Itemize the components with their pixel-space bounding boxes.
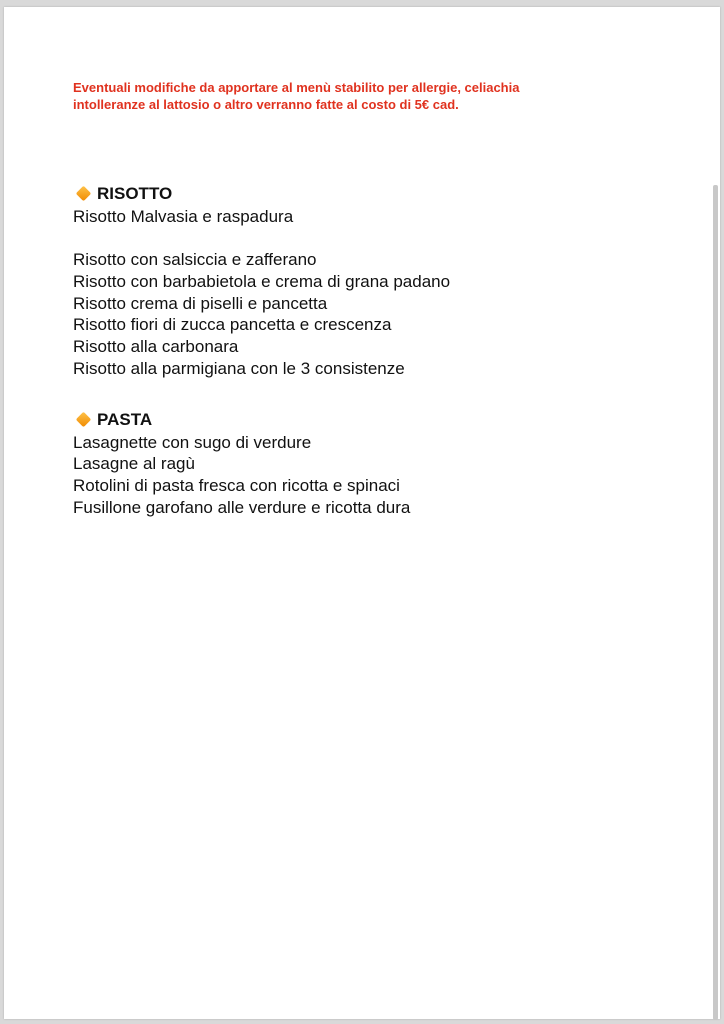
menu-item: Lasagne al ragù (73, 454, 195, 474)
allergy-notice (73, 79, 633, 113)
menu-item: Risotto fiori di zucca pancetta e crescenza (73, 315, 392, 335)
menu-item: Lasagnette con sugo di verdure (73, 432, 312, 452)
menu-item: Risotto con salsiccia e zafferano (73, 250, 317, 270)
menu-item: Risotto Malvasia e raspadura (73, 206, 294, 226)
menu-item: Risotto alla carbonara (73, 336, 239, 356)
section-title-text: RISOTTO (97, 184, 173, 203)
section-title (73, 183, 450, 205)
menu-item: Risotto alla parmigiana con le 3 consistenze (73, 358, 405, 378)
menu-item: Risotto crema di piselli e pancetta (73, 293, 328, 313)
section-title (73, 409, 410, 431)
section-title-text: PASTA (97, 410, 153, 429)
spacer (73, 227, 450, 249)
section-pasta (73, 409, 410, 519)
section-risotto (73, 183, 450, 379)
notice-line: intolleranze al lattosio o altro verranno fatte al costo di 5€ cad. (73, 97, 459, 112)
menu-item: Risotto con barbabietola e crema di grana padano (73, 271, 451, 291)
orange-diamond-icon (76, 412, 92, 428)
menu-item: Rotolini di pasta fresca con ricotta e spinaci (73, 476, 400, 496)
document-page (4, 7, 720, 1019)
orange-diamond-icon (76, 186, 92, 202)
vertical-scrollbar[interactable] (713, 185, 718, 1020)
menu-item: Fusillone garofano alle verdure e ricotta dura (73, 497, 411, 517)
notice-line: Eventuali modifiche da apportare al menù stabilito per allergie, celiachia (73, 80, 520, 95)
